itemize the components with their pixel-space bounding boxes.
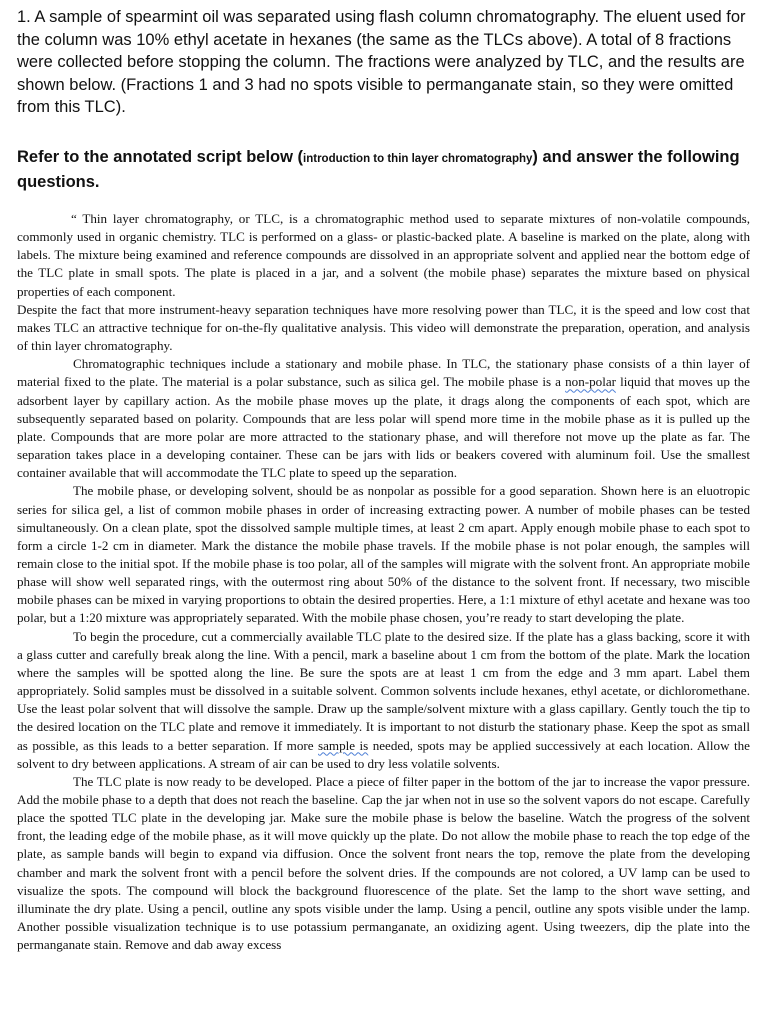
section-heading — [17, 146, 757, 194]
heading-script-title: introduction to thin layer chromatography — [303, 153, 533, 165]
script-paragraph-6: The TLC plate is now ready to be developed. Place a piece of filter paper in the bottom of the jar to increase the vapor pressure. Add the mobile phase to a depth that does not reach the baseline. Cap the jar when not in use so the solvent vapors do not escape. Carefully place the spotted TLC plate in the developing jar. Make sure the mobile phase is below the baseline. Watch the progress of the solvent front, the leading edge of the mobile phase, as it will move quickly up the plate. Do not allow the mobile phase to reach the top edge of the plate, as sample bands will begin to expand via diffusion. Once the solvent front nears the top, remove the plate from the developing chamber and mark the solvent front with a pencil before the solvent dries. If the compounds are not colored, a UV lamp can be used to visualize the spots. The compound will block the background fluorescence of the plate. Set the lamp to the short wave setting, and illuminate the dry plate. Using a pencil, outline any spots visible under the lamp. Using a pencil, outline any spots visible under the lamp. Another possible visualization technique is to use potassium permanganate, an oxidizing agent. Using tweezers, dip the plate into the permanganate stain. Remove and dab away excess — [17, 773, 750, 953]
script-paragraph-3-end: liquid that moves up the adsorbent layer by capillary action. As the mobile phase moves up the plate, it drags along the components of each spot, which are subsequently separated based on polarity. Compounds that are less polar will spend more time in the mobile phase as it is pulled up the plate. Compounds that are more polar are more attracted to the stationary phase, and will therefore not move up the plate as far. The separation takes place in a developing container. These can be jars with lids or beakers covered with aluminum foil. Use the smallest container available that will accommodate the TLC plate to speed up the separation. — [17, 374, 750, 481]
question-text: 1. A sample of spearmint oil was separated using flash column chromatography. The eluent used for the column was 10% ethyl acetate in hexanes (the same as the TLCs above). A total of 8 fractions were collected before stopping the column. The fractions were analyzed by TLC, and the results are shown below. (Fractions 1 and 3 had no spots visible to permanganate stain, so they were omitted from this TLC). — [17, 8, 746, 116]
spellcheck-word-non-polar: non-polar — [565, 374, 616, 390]
script-paragraph-1: “ Thin layer chromatography, or TLC, is a chromatographic method used to separate mixtures of non-volatile compounds, commonly used in organic chemistry. TLC is performed on a glass- or plastic-backed plate. A baseline is marked on the plate, along with labels. The mixture being examined and reference compounds are dissolved in an appropriate solvent and applied near the bottom edge of the TLC plate in small spots. The plate is placed in a jar, and a solvent (the mobile phase) separates the mixture based on physical properties of each component. — [17, 211, 750, 299]
script-paragraph-5 — [17, 628, 750, 773]
heading-part-3: ) and answer the following questions. — [17, 148, 740, 191]
script-paragraph-5-end: needed, spots may be applied successively at each location. Allow the solvent to dry between applications. A stream of air can be used to dry less volatile solvents. — [17, 737, 750, 771]
annotated-script — [17, 210, 750, 954]
spellcheck-phrase-sample-is: sample is — [318, 737, 369, 753]
script-paragraph-4: The mobile phase, or developing solvent, should be as nonpolar as possible for a good separation. Shown here is an eluotropic series for silica gel, a list of common mobile phases in order of increasing extracting power. A number of mobile phases can be tested simultaneously. On a clean plate, spot the dissolved sample multiple times, at least 2 cm apart. Apply enough mobile phase to each spot to form a circle 1-2 cm in diameter. Mark the distance the mobile phase travels. If the mobile phase is not polar enough, the samples will remain close to the initial spot. If the mobile phase is too polar, all of the samples will migrate with the solvent front. An appropriate mobile phase will show well separated rings, with the outermost ring about 50% of the distance to the solvent front. If necessary, two miscible mobile phases can be mixed in varying proportions to obtain the desired properties. Here, a 1:1 mixture of ethyl acetate and hexane was too polar, but a 1:20 mixture was appropriately separated. With the mobile phase chosen, you’re ready to start developing the plate. — [17, 483, 750, 626]
script-paragraph-2: Despite the fact that more instrument-heavy separation techniques have more resolving power than TLC, it is the speed and low cost that makes TLC an attractive technique for on-the-fly qualitative analysis. This video will demonstrate the preparation, operation, and analysis of thin layer chromatography. — [17, 301, 750, 354]
script-paragraph-3-start: Chromatographic techniques include a stationary and mobile phase. In TLC, the stationary phase consists of a thin layer of material fixed to the plate. The material is a polar substance, such as silica gel. The mobile phase is a — [17, 356, 750, 390]
heading-part-1: Refer to the annotated script below ( — [17, 148, 304, 166]
script-paragraph-5-start: To begin the procedure, cut a commercially available TLC plate to the desired size. If the plate has a glass backing, score it with a glass cutter and carefully break along the line. With a pencil, mark a baseline about 1 cm from the bottom of the plate. Mark the location where the samples will be spotted along the line. Be sure the spots are at least 1 cm from the edge and 3 mm apart. Label them appropriately. Solid samples must be dissolved in a suitable solvent. Common solvents include hexanes, ethyl acetate, or dichloromethane. Use the least polar solvent that will dissolve the sample. Draw up the sample/solvent mixture with a glass capillary. Gently touch the tip to the desired location on the TLC plate and remove it immediately. It is important to not disturb the stationary phase. Keep the spot as small as possible, as this leads to a better separation. If more — [17, 628, 750, 753]
script-paragraph-3 — [17, 355, 750, 482]
